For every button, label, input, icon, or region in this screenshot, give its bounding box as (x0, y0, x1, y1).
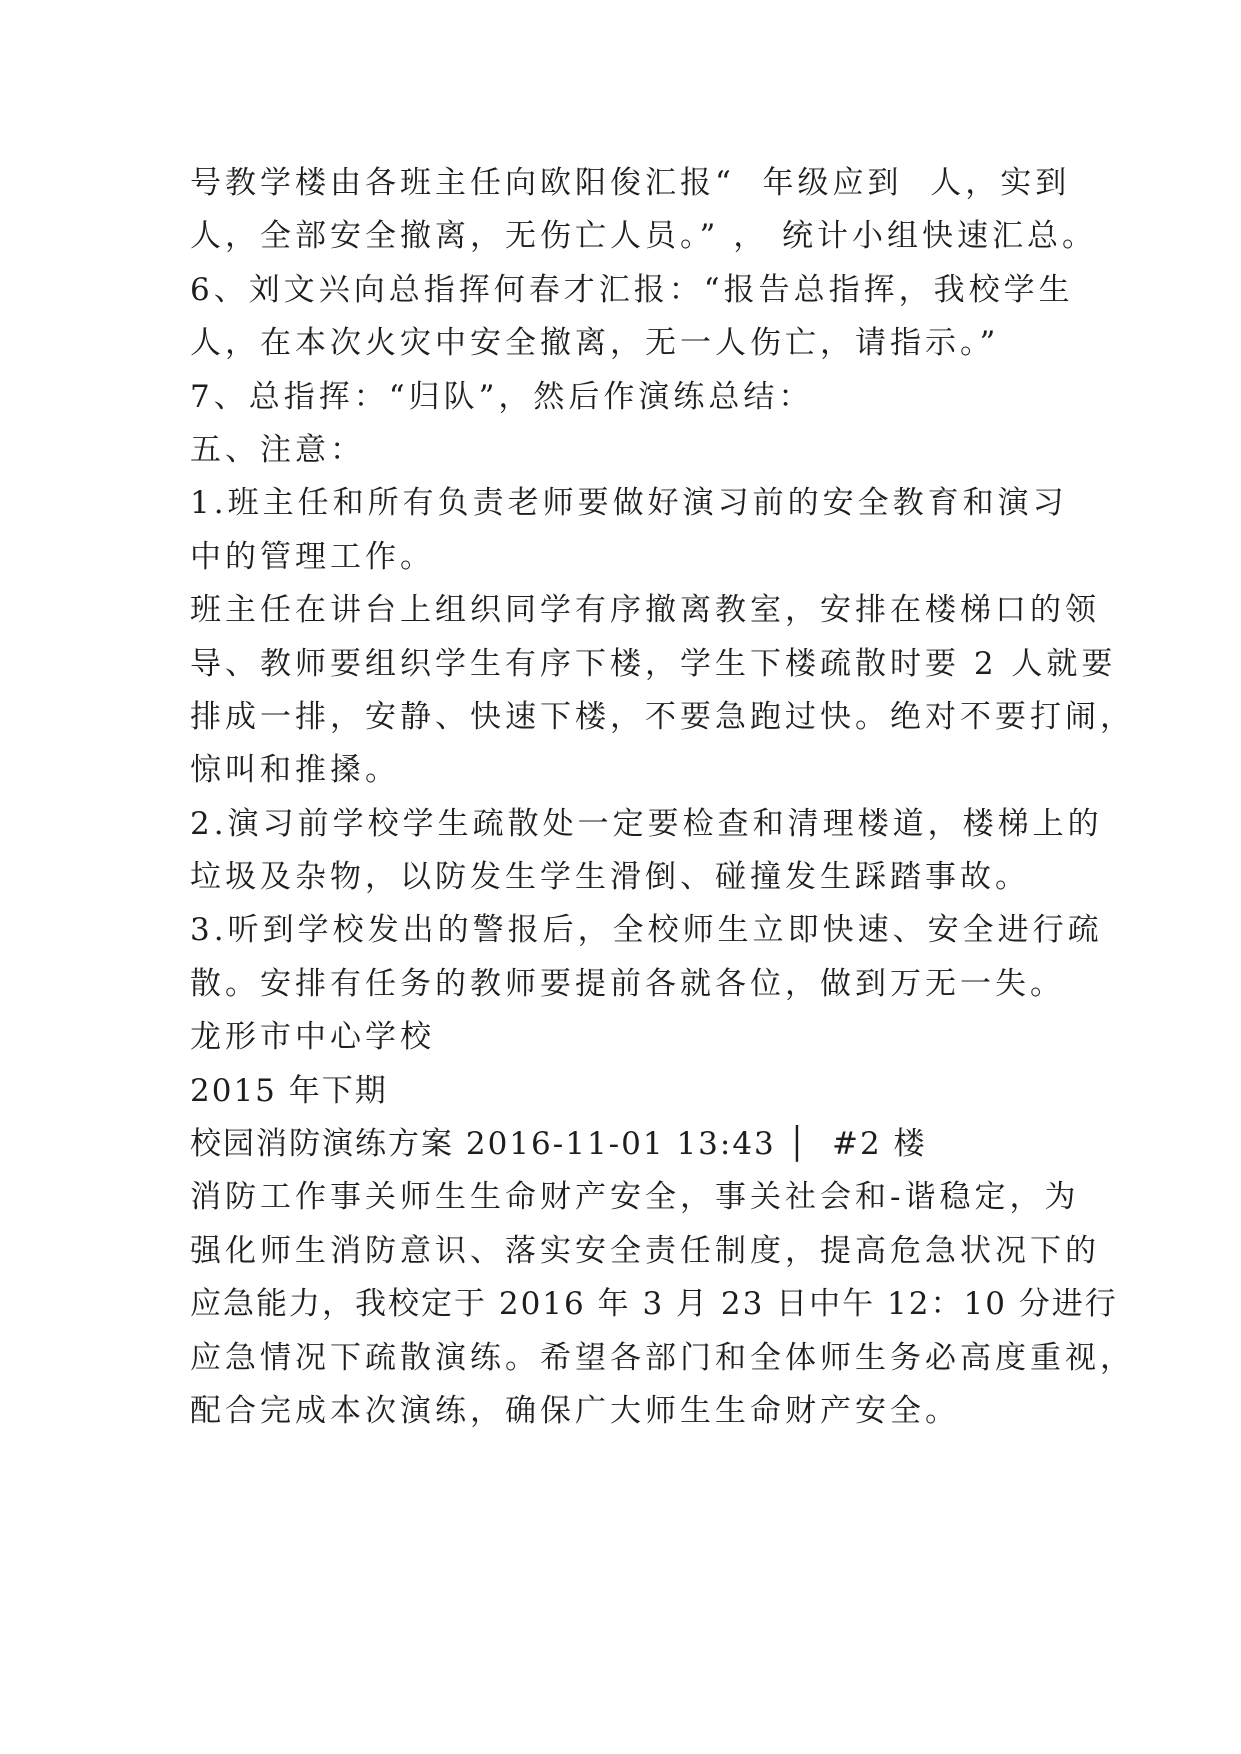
text-line: 导、教师要组织学生有序下楼，学生下楼疏散时要 2 人就要 (190, 645, 1117, 682)
document-body (190, 157, 1135, 1438)
signature-date: 2015 年下期 (190, 1072, 388, 1109)
text-line: 消防工作事关师生生命财产安全，事关社会和-谐稳定，为 (190, 1179, 1080, 1216)
text-line: 2.演习前学校学生疏散处一定要检查和清理楼道，楼梯上的 (190, 805, 1103, 842)
text-line: 惊叫和推搡。 (190, 752, 400, 789)
text-line: 人，在本次火灾中安全撤离，无一人伤亡，请指示。” (190, 325, 1000, 362)
text-line: 排成一排，安静、快速下楼，不要急跑过快。绝对不要打闹， (190, 698, 1135, 735)
section-heading: 五、注意： (190, 431, 365, 468)
post-header: 校园消防演练方案 2016-11-01 13:43 │ #2 楼 (190, 1126, 927, 1163)
signature-school: 龙形市中心学校 (190, 1019, 435, 1056)
text-line: 应急能力，我校定于 2016 年 3 月 23 日中午 12：10 分进行 (190, 1286, 1118, 1323)
text-line: 中的管理工作。 (190, 538, 435, 575)
text-line: 人，全部安全撤离，无伤亡人员。” ， 统计小组快速汇总。 (190, 218, 1098, 255)
text-line: 散。安排有任务的教师要提前各就各位，做到万无一失。 (190, 965, 1065, 1002)
text-line: 7、总指挥：“归队”，然后作演练总结： (190, 378, 814, 415)
text-line: 配合完成本次演练，确保广大师生生命财产安全。 (190, 1392, 960, 1429)
text-line: 3.听到学校发出的警报后，全校师生立即快速、安全进行疏 (190, 912, 1103, 949)
text-line: 垃圾及杂物，以防发生学生滑倒、碰撞发生踩踏事故。 (190, 859, 1030, 896)
text-line: 强化师生消防意识、落实安全责任制度，提高危急状况下的 (190, 1232, 1100, 1269)
text-line: 应急情况下疏散演练。希望各部门和全体师生务必高度重视， (190, 1339, 1135, 1376)
text-line: 6、刘文兴向总指挥何春才汇报：“报告总指挥，我校学生 (190, 271, 1074, 308)
text-line: 1.班主任和所有负责老师要做好演习前的安全教育和演习 (190, 485, 1068, 522)
text-line: 班主任在讲台上组织同学有序撤离教室，安排在楼梯口的领 (190, 592, 1100, 629)
text-line: 号教学楼由各班主任向欧阳俊汇报“ 年级应到 人，实到 (190, 165, 1071, 201)
